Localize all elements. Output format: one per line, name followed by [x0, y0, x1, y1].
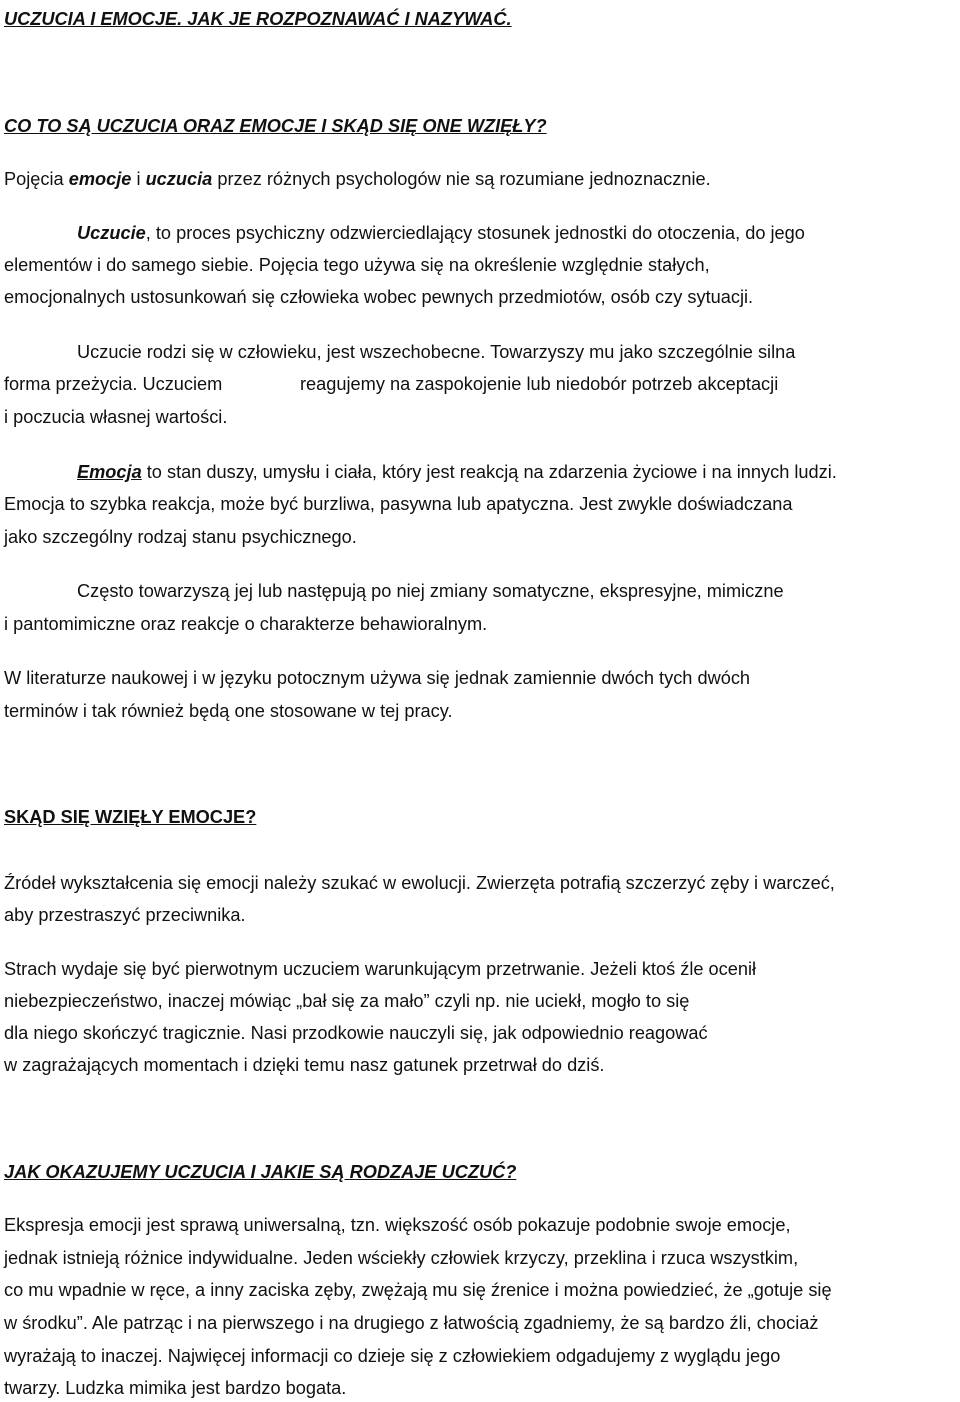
paragraph-emotion-line-3: jako szczególny rodzaj stanu psychicznego. — [4, 527, 357, 547]
paragraph-fear-line-1: Strach wydaje się być pierwotnym uczuciem warunkującym przetrwanie. Jeżeli ktoś źle ocenił — [4, 959, 757, 979]
paragraph-somatic-line-1: Często towarzyszą jej lub następują po niej zmiany somatyczne, ekspresyjne, mimiczne — [77, 581, 784, 601]
text-run: forma przeżycia. Uczuciem — [4, 374, 223, 394]
paragraph-expression-line-3: co mu wpadnie w ręce, a inny zaciska zęby, zwężają mu się źrenice i można powiedzieć, że „gotuje się — [4, 1280, 832, 1300]
paragraph-evolution-line-2: aby przestraszyć przeciwnika. — [4, 905, 246, 925]
emphasis-term: emocje — [68, 169, 132, 189]
text-run: i — [131, 169, 146, 189]
paragraph-literature-line-2: terminów i tak również będą one stosowane w tej pracy. — [4, 701, 453, 721]
paragraph-expression-line-2: jednak istnieją różnice indywidualne. Jeden wściekły człowiek krzyczy, przeklina i rzuca wszystkim, — [4, 1248, 799, 1268]
emphasis-term: uczucia — [145, 169, 213, 189]
paragraph-feeling-line-2: elementów i do samego siebie. Pojęcia tego używa się na określenie względnie stałych, — [4, 255, 710, 275]
paragraph-fear-line-2: niebezpieczeństwo, inaczej mówiąc „bał się za mało” czyli np. nie uciekł, mogło to się — [4, 991, 690, 1011]
paragraph-feeling-line-1 — [77, 220, 805, 246]
section-heading-what-are-feelings: CO TO SĄ UCZUCIA ORAZ EMOCJE I SKĄD SIĘ ONE WZIĘŁY? — [4, 116, 547, 136]
paragraph-expression-line-6: twarzy. Ludzka mimika jest bardzo bogata. — [4, 1378, 347, 1398]
emphasis-term: Emocja — [77, 462, 142, 482]
paragraph-feeling2-line-3: i poczucia własnej wartości. — [4, 407, 228, 427]
paragraph-feeling-line-3: emocjonalnych ustosunkowań się człowieka wobec pewnych przedmiotów, osób czy sytuacji. — [4, 287, 754, 307]
paragraph-expression-line-5: wyrażają to inaczej. Najwięcej informacji co dzieje się z człowiekiem odgadujemy z wyglądu jego — [4, 1346, 781, 1366]
text-run: to stan duszy, umysłu i ciała, który jest reakcją na zdarzenia życiowe i na innych ludzi. — [141, 462, 837, 482]
paragraph-expression-line-4: w środku”. Ale patrząc i na pierwszego i na drugiego z łatwością zgadniemy, że są bardzo źli, chociaż — [4, 1313, 819, 1333]
paragraph-evolution-line-1: Źródeł wykształcenia się emocji należy szukać w ewolucji. Zwierzęta potrafią szczerzyć zęby i warczeć, — [4, 873, 835, 893]
text-run: reagujemy na zaspokojenie lub niedobór potrzeb akceptacji — [300, 374, 779, 394]
paragraph-fear-line-4: w zagrażających momentach i dzięki temu nasz gatunek przetrwał do dziś. — [4, 1055, 605, 1075]
paragraph-expression-line-1: Ekspresja emocji jest sprawą uniwersalną, tzn. większość osób pokazuje podobnie swoje emocje, — [4, 1215, 791, 1235]
document-title: UCZUCIA I EMOCJE. JAK JE ROZPOZNAWAĆ I NAZYWAĆ. — [4, 9, 512, 29]
paragraph-feeling2-line-1: Uczucie rodzi się w człowieku, jest wszechobecne. Towarzyszy mu jako szczególnie silna — [77, 342, 796, 362]
section-heading-how-we-show-feelings: JAK OKAZUJEMY UCZUCIA I JAKIE SĄ RODZAJE UCZUĆ? — [4, 1162, 517, 1182]
text-run: Pojęcia — [4, 169, 69, 189]
paragraph-emotion-line-1 — [77, 459, 837, 485]
paragraph-fear-line-3: dla niego skończyć tragicznie. Nasi przodkowie nauczyli się, jak odpowiednio reagować — [4, 1023, 708, 1043]
paragraph-literature-line-1: W literaturze naukowej i w języku potocznym używa się jednak zamiennie dwóch tych dwóch — [4, 668, 751, 688]
paragraph-feeling2-line-2 — [4, 371, 779, 397]
paragraph-intro — [4, 166, 711, 192]
paragraph-somatic-line-2: i pantomimiczne oraz reakcje o charakterze behawioralnym. — [4, 614, 488, 634]
section-heading-origin-of-emotions: SKĄD SIĘ WZIĘŁY EMOCJE? — [4, 807, 257, 827]
text-run: , to proces psychiczny odzwierciedlający stosunek jednostki do otoczenia, do jego — [145, 223, 805, 243]
emphasis-term: Uczucie — [77, 223, 146, 243]
text-run: przez różnych psychologów nie są rozumiane jednoznacznie. — [212, 169, 711, 189]
paragraph-emotion-line-2: Emocja to szybka reakcja, może być burzliwa, pasywna lub apatyczna. Jest zwykle doświadczana — [4, 494, 793, 514]
